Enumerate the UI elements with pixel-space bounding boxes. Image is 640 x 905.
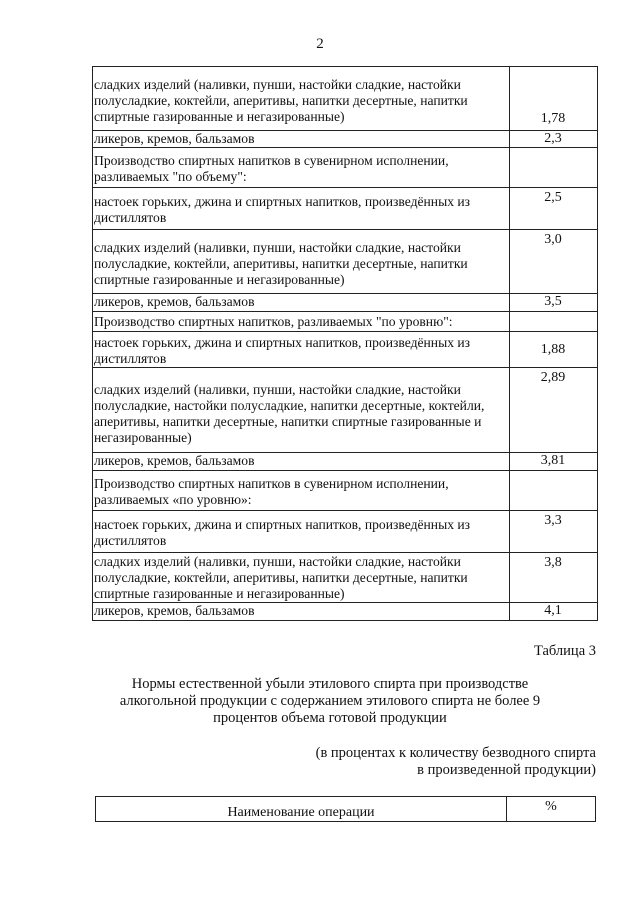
norm-value-cell xyxy=(510,312,598,332)
table-row xyxy=(93,453,598,471)
norm-value-cell xyxy=(510,471,598,511)
operation-name-cell: сладких изделий (наливки, пунши, настойки сладкие, настойки полусладкие, коктейли, аперитивы, напитки десертные, напитки спиртные газированные и негазированные) xyxy=(93,230,510,294)
table-row xyxy=(93,368,598,453)
table-row xyxy=(93,188,598,230)
norms-table xyxy=(92,66,598,621)
norm-value-cell: 3,0 xyxy=(510,230,598,294)
norm-value-cell: 2,3 xyxy=(510,131,598,148)
norm-value-cell xyxy=(510,148,598,188)
table-row xyxy=(93,148,598,188)
norm-value-cell: 3,5 xyxy=(510,294,598,312)
section-heading-cell: Производство спиртных напитков в сувенирном исполнении, разливаемых «по уровню»: xyxy=(93,471,510,511)
operation-name-cell: настоек горьких, джина и спиртных напитков, произведённых из дистиллятов xyxy=(93,511,510,553)
table-row xyxy=(93,603,598,621)
norm-value-cell: 2,89 xyxy=(510,368,598,453)
table-row xyxy=(93,67,598,131)
operation-name-cell: ликеров, кремов, бальзамов xyxy=(93,294,510,312)
header-row xyxy=(96,797,596,822)
table-row xyxy=(93,471,598,511)
column-header-percent: % xyxy=(507,797,596,822)
section-heading-cell: Производство спиртных напитков в сувенирном исполнении, разливаемых "по объему": xyxy=(93,148,510,188)
operation-name-cell: сладких изделий (наливки, пунши, настойки сладкие, настойки полусладкие, коктейли, аперитивы, напитки десертные, напитки спиртные газированные и негазированные) xyxy=(93,553,510,603)
operation-name-cell: настоек горьких, джина и спиртных напитков, произведённых из дистиллятов xyxy=(93,188,510,230)
norm-value-cell: 3,8 xyxy=(510,553,598,603)
operation-name-cell: сладких изделий (наливки, пунши, настойки сладкие, настойки полусладкие, настойки полусладкие, напитки десертные, коктейли, аперитивы, напитки десертные, напитки спиртные газированные и негазированные) xyxy=(93,368,510,453)
norm-value-cell: 4,1 xyxy=(510,603,598,621)
unit-note-line: (в процентах к количеству безводного спирта xyxy=(315,745,596,761)
table-row xyxy=(93,131,598,148)
operation-name-cell: ликеров, кремов, бальзамов xyxy=(93,453,510,471)
operation-name-cell: настоек горьких, джина и спиртных напитков, произведённых из дистиллятов xyxy=(93,332,510,368)
table3-header xyxy=(95,796,596,822)
operation-name-cell: сладких изделий (наливки, пунши, настойки сладкие, настойки полусладкие, коктейли, аперитивы, напитки десертные, напитки спиртные газированные и негазированные) xyxy=(93,67,510,131)
norm-value-cell: 2,5 xyxy=(510,188,598,230)
norm-value-cell: 1,78 xyxy=(510,67,598,131)
operation-name-cell: ликеров, кремов, бальзамов xyxy=(93,131,510,148)
table-row xyxy=(93,332,598,368)
section-heading-cell: Производство спиртных напитков, разливаемых "по уровню": xyxy=(93,312,510,332)
operation-name-cell: ликеров, кремов, бальзамов xyxy=(93,603,510,621)
table-row xyxy=(93,230,598,294)
norm-value-cell: 1,88 xyxy=(510,332,598,368)
norm-value-cell: 3,3 xyxy=(510,511,598,553)
table-row xyxy=(93,553,598,603)
table-unit-note xyxy=(316,745,596,779)
unit-note-line: в произведенной продукции) xyxy=(417,762,596,778)
column-header-operation: Наименование операции xyxy=(96,797,507,822)
page-number: 2 xyxy=(316,36,324,52)
table-number-label: Таблица 3 xyxy=(533,643,596,659)
table-title: Нормы естественной убыли этилового спирта при производстве алкогольной продукции с содержанием этилового спирта не более 9 процентов объема готовой продукции xyxy=(119,676,541,726)
table-row xyxy=(93,312,598,332)
table-row xyxy=(93,511,598,553)
norm-value-cell: 3,81 xyxy=(510,453,598,471)
table-row xyxy=(93,294,598,312)
